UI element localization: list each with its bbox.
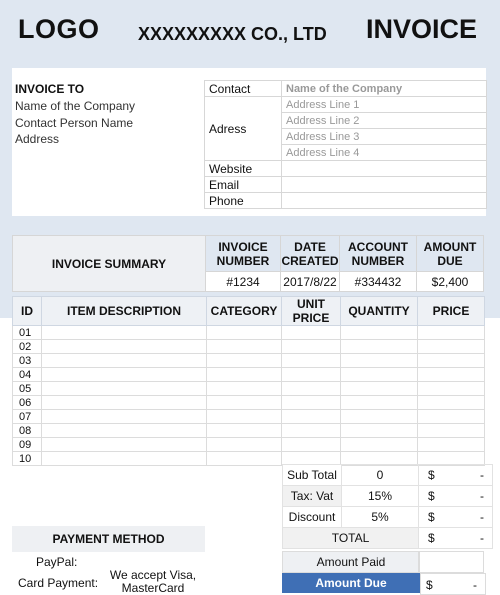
address-line-4[interactable]: Address Line 4	[282, 145, 487, 161]
website-label: Website	[205, 161, 282, 177]
quantity-cell[interactable]	[341, 396, 418, 410]
amount-value: -	[480, 468, 484, 482]
email-field[interactable]	[282, 177, 487, 193]
website-field[interactable]	[282, 161, 487, 177]
item-description-cell[interactable]	[42, 326, 207, 340]
item-description-cell[interactable]	[42, 354, 207, 368]
unit-price-cell[interactable]	[282, 382, 341, 396]
contact-table	[204, 80, 487, 209]
tax-value: 15%	[342, 486, 419, 507]
contact-label: Contact	[205, 81, 282, 97]
unit-price-cell[interactable]	[282, 396, 341, 410]
amount-paid-field[interactable]	[418, 551, 484, 573]
unit-price-cell[interactable]	[282, 326, 341, 340]
paypal-label: PayPal:	[36, 555, 78, 569]
item-id: 02	[13, 340, 42, 354]
category-cell[interactable]	[207, 382, 282, 396]
subtotal-label: Sub Total	[283, 465, 342, 486]
price-cell[interactable]	[418, 326, 485, 340]
price-cell[interactable]	[418, 410, 485, 424]
discount-amount	[419, 507, 493, 528]
card-payment-label: Card Payment:	[18, 576, 99, 590]
category-cell[interactable]	[207, 396, 282, 410]
invoice-summary-table	[12, 235, 484, 292]
table-row	[13, 396, 485, 410]
subtotal-amount	[419, 465, 493, 486]
col-quantity: QUANTITY	[341, 297, 418, 326]
item-id: 03	[13, 354, 42, 368]
category-cell[interactable]	[207, 326, 282, 340]
amount-value: -	[480, 489, 484, 503]
invoice-summary-label: INVOICE SUMMARY	[13, 236, 206, 292]
col-category: CATEGORY	[207, 297, 282, 326]
price-cell[interactable]	[418, 396, 485, 410]
table-row	[13, 410, 485, 424]
contact-field[interactable]: Name of the Company	[282, 81, 487, 97]
category-cell[interactable]	[207, 354, 282, 368]
table-row	[13, 326, 485, 340]
item-description-cell[interactable]	[42, 438, 207, 452]
category-cell[interactable]	[207, 452, 282, 466]
item-id: 09	[13, 438, 42, 452]
invoice-to-company: Name of the Company	[15, 99, 136, 113]
invoice-number-value: #1234	[206, 272, 281, 292]
item-id: 08	[13, 424, 42, 438]
quantity-cell[interactable]	[341, 340, 418, 354]
unit-price-cell[interactable]	[282, 340, 341, 354]
discount-label: Discount	[283, 507, 342, 528]
discount-value: 5%	[342, 507, 419, 528]
table-row	[13, 382, 485, 396]
address-label: Adress	[205, 97, 282, 161]
table-row	[13, 424, 485, 438]
company-name: XXXXXXXXX CO., LTD	[138, 24, 327, 44]
col-price: PRICE	[418, 297, 485, 326]
col-item-description: ITEM DESCRIPTION	[42, 297, 207, 326]
unit-price-cell[interactable]	[282, 438, 341, 452]
card-payment-value: We accept Visa, MasterCard	[109, 568, 197, 595]
account-number-header: ACCOUNT NUMBER	[340, 236, 417, 272]
total-label: TOTAL	[283, 528, 419, 549]
category-cell[interactable]	[207, 438, 282, 452]
totals-table	[282, 464, 493, 549]
quantity-cell[interactable]	[341, 424, 418, 438]
item-id: 04	[13, 368, 42, 382]
item-description-cell[interactable]	[42, 382, 207, 396]
price-cell[interactable]	[418, 354, 485, 368]
tax-label: Tax: Vat	[283, 486, 342, 507]
amount-paid-label: Amount Paid	[282, 551, 420, 573]
item-id: 05	[13, 382, 42, 396]
item-id: 07	[13, 410, 42, 424]
amount-due-field-value: -	[473, 578, 477, 592]
quantity-cell[interactable]	[341, 382, 418, 396]
account-number-value: #334432	[340, 272, 417, 292]
total-amount	[419, 528, 493, 549]
invoice-title: INVOICE	[366, 14, 478, 44]
unit-price-cell[interactable]	[282, 424, 341, 438]
amount-due-value: $2,400	[417, 272, 484, 292]
currency-symbol: $	[428, 468, 435, 482]
address-line-1[interactable]: Address Line 1	[282, 97, 487, 113]
phone-field[interactable]	[282, 193, 487, 209]
quantity-cell[interactable]	[341, 354, 418, 368]
amount-due-header: AMOUNT DUE	[417, 236, 484, 272]
currency-symbol: $	[428, 531, 435, 545]
payment-method-title: PAYMENT METHOD	[12, 526, 205, 552]
address-line-2[interactable]: Address Line 2	[282, 113, 487, 129]
unit-price-cell[interactable]	[282, 368, 341, 382]
tax-amount	[419, 486, 493, 507]
item-description-cell[interactable]	[42, 424, 207, 438]
date-created-header: DATE CREATED	[281, 236, 340, 272]
amount-value: -	[480, 531, 484, 545]
item-description-cell[interactable]	[42, 410, 207, 424]
currency-symbol: $	[426, 578, 433, 592]
col-id: ID	[13, 297, 42, 326]
invoice-to-address: Address	[15, 132, 60, 146]
unit-price-cell[interactable]	[282, 410, 341, 424]
item-description-cell[interactable]	[42, 396, 207, 410]
invoice-to-label: INVOICE TO	[15, 82, 85, 96]
unit-price-cell[interactable]	[282, 354, 341, 368]
col-unit-price: UNIT PRICE	[282, 297, 341, 326]
item-description-cell[interactable]	[42, 452, 207, 466]
quantity-cell[interactable]	[341, 368, 418, 382]
amount-due-field[interactable]	[420, 573, 486, 595]
item-description-cell[interactable]	[42, 368, 207, 382]
item-description-cell[interactable]	[42, 340, 207, 354]
quantity-cell[interactable]	[341, 410, 418, 424]
category-cell[interactable]	[207, 424, 282, 438]
table-row	[13, 368, 485, 382]
logo: LOGO	[18, 14, 100, 44]
price-cell[interactable]	[418, 340, 485, 354]
date-created-value: 2017/8/22	[281, 272, 340, 292]
category-cell[interactable]	[207, 340, 282, 354]
quantity-cell[interactable]	[341, 438, 418, 452]
amount-value: -	[480, 510, 484, 524]
category-cell[interactable]	[207, 410, 282, 424]
price-cell[interactable]	[418, 438, 485, 452]
currency-symbol: $	[428, 489, 435, 503]
price-cell[interactable]	[418, 424, 485, 438]
subtotal-value: 0	[342, 465, 419, 486]
email-label: Email	[205, 177, 282, 193]
item-id: 01	[13, 326, 42, 340]
item-id: 06	[13, 396, 42, 410]
table-row	[13, 438, 485, 452]
table-row	[13, 340, 485, 354]
invoice-number-header: INVOICE NUMBER	[206, 236, 281, 272]
invoice-to-contact: Contact Person Name	[15, 116, 134, 130]
amount-due-label: Amount Due	[282, 573, 420, 593]
price-cell[interactable]	[418, 368, 485, 382]
quantity-cell[interactable]	[341, 326, 418, 340]
phone-label: Phone	[205, 193, 282, 209]
item-id: 10	[13, 452, 42, 466]
price-cell[interactable]	[418, 382, 485, 396]
currency-symbol: $	[428, 510, 435, 524]
category-cell[interactable]	[207, 368, 282, 382]
table-row	[13, 354, 485, 368]
address-line-3[interactable]: Address Line 3	[282, 129, 487, 145]
items-table	[12, 296, 485, 466]
